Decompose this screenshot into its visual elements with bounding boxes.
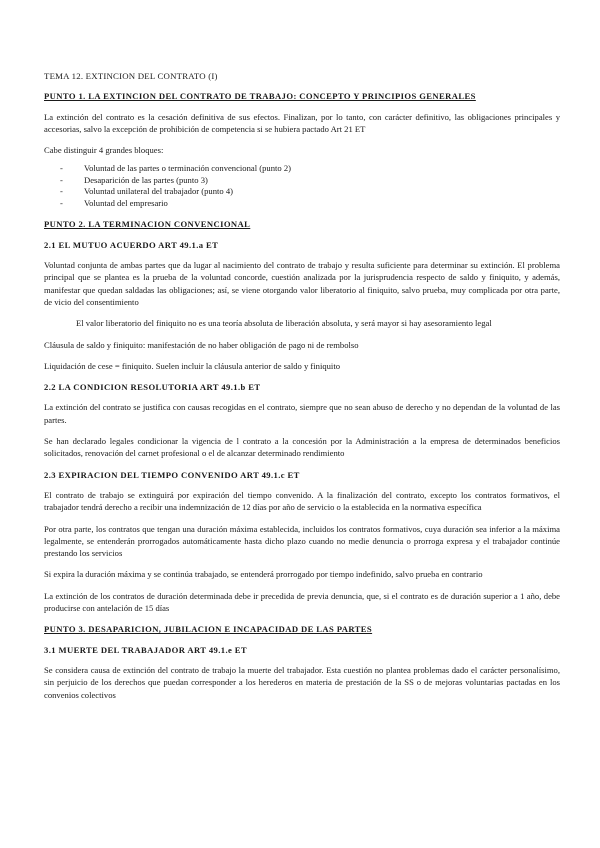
paragraph: Se considera causa de extinción del contrato de trabajo la muerte del trabajador. Esta cuestión no plantea problemas dado el carácter personalísimo, sin perjuicio de los derechos que puedan corresponder a los herederos en materia de prestación de la SS o de mejoras voluntarias pactadas en los convenios colectivos	[44, 664, 560, 700]
bullet-list	[44, 163, 560, 209]
paragraph: La extinción de los contratos de duración determinada debe ir precedida de previa denuncia, que, si el contrato es de duración superior a 1 año, debe producirse con antelación de 15 días	[44, 590, 560, 614]
subsection-heading-2-2: 2.2 LA CONDICION RESOLUTORIA ART 49.1.b ET	[44, 382, 261, 393]
document-page	[44, 70, 560, 710]
paragraph: La extinción del contrato es la cesación definitiva de sus efectos. Finalizan, por lo tanto, con carácter definitivo, las obligaciones principales y accesorias, salvo la excepción de prohibición de competencia si se hubiera pactado Art 21 ET	[44, 111, 560, 134]
paragraph: Liquidación de cese = finiquito. Suelen incluir la cláusula anterior de saldo y finiquito	[44, 360, 340, 371]
paragraph: Se han declarado legales condicionar la vigencia de l contrato a la concesión por la Administración a la empresa de determinados beneficios solicitados, renovación del carnet profesional o el de alcanzar determinado rendimiento	[44, 436, 560, 459]
paragraph: El contrato de trabajo se extinguirá por expiración del tiempo convenido. A la finalización del contrato, excepto los contratos formativos, el trabajador tendrá derecho a recibir una indemnización de 12 días por año de servicio o la establecida en la normativa específica	[44, 489, 560, 513]
section-heading-punto2: PUNTO 2. LA TERMINACION CONVENCIONAL	[44, 219, 251, 230]
subsection-heading-3-1: 3.1 MUERTE DEL TRABAJADOR ART 49.1.e ET	[44, 644, 248, 655]
paragraph: Si expira la duración máxima y se continúa trabajado, se entenderá prorrogado por tiempo indefinido, salvo prueba en contrario	[44, 569, 483, 580]
subsection-heading-2-3: 2.3 EXPIRACION DEL TIEMPO CONVENIDO ART 49.1.c ET	[44, 469, 300, 480]
list-item: - Voluntad de las partes o terminación convencional (punto 2)	[44, 163, 560, 175]
paragraph: La extinción del contrato se justifica con causas recogidas en el contrato, siempre que no sean abuso de derecho y no dependan de la voluntad de las partes.	[44, 402, 560, 425]
paragraph: Voluntad conjunta de ambas partes que da lugar al nacimiento del contrato de trabajo y resulta suficiente para determinar su extinción. El problema principal que se plantea es la prueba de la voluntad concorde, cuestión analizada por la jurisprudencia respecto de saldo y finiquito, y además, manifestar que quedan saldadas las obligaciones; así, se viene otorgando valor liberatorio al finiquito, salvo prueba, muy complicada por otra parte, de vicio del consentimiento	[44, 260, 560, 307]
list-item: - Voluntad unilateral del trabajador (punto 4)	[44, 186, 560, 198]
section-heading-punto3: PUNTO 3. DESAPARICION, JUBILACION E INCAPACIDAD DE LAS PARTES	[44, 624, 373, 635]
section-heading-punto1: PUNTO 1. LA EXTINCION DEL CONTRATO DE TRABAJO: CONCEPTO Y PRINCIPIOS GENERALES	[44, 91, 476, 102]
list-item: - Voluntad del empresario	[44, 198, 560, 210]
list-item: - Desaparición de las partes (punto 3)	[44, 175, 560, 187]
indented-paragraph: El valor liberatorio del finiquito no es una teoría absoluta de liberación absoluta, y será mayor si hay asesoramiento legal	[76, 318, 492, 329]
paragraph: Cláusula de saldo y finiquito: manifestación de no haber obligación de pago ni de rembolso	[44, 339, 359, 350]
document-title: TEMA 12. EXTINCION DEL CONTRATO (I)	[44, 71, 218, 81]
paragraph: Cabe distinguir 4 grandes bloques:	[44, 145, 164, 156]
subsection-heading-2-1: 2.1 EL MUTUO ACUERDO ART 49.1.a ET	[44, 239, 219, 250]
paragraph: Por otra parte, los contratos que tengan una duración máxima establecida, incluidos los contratos formativos, cuya duración sea inferior a la máxima legalmente, se entenderán prorrogados automáticamente hasta dicho plazo cuando no medie denuncia o prorroga expresa y el trabajador continúe prestando los servicios	[44, 523, 560, 559]
